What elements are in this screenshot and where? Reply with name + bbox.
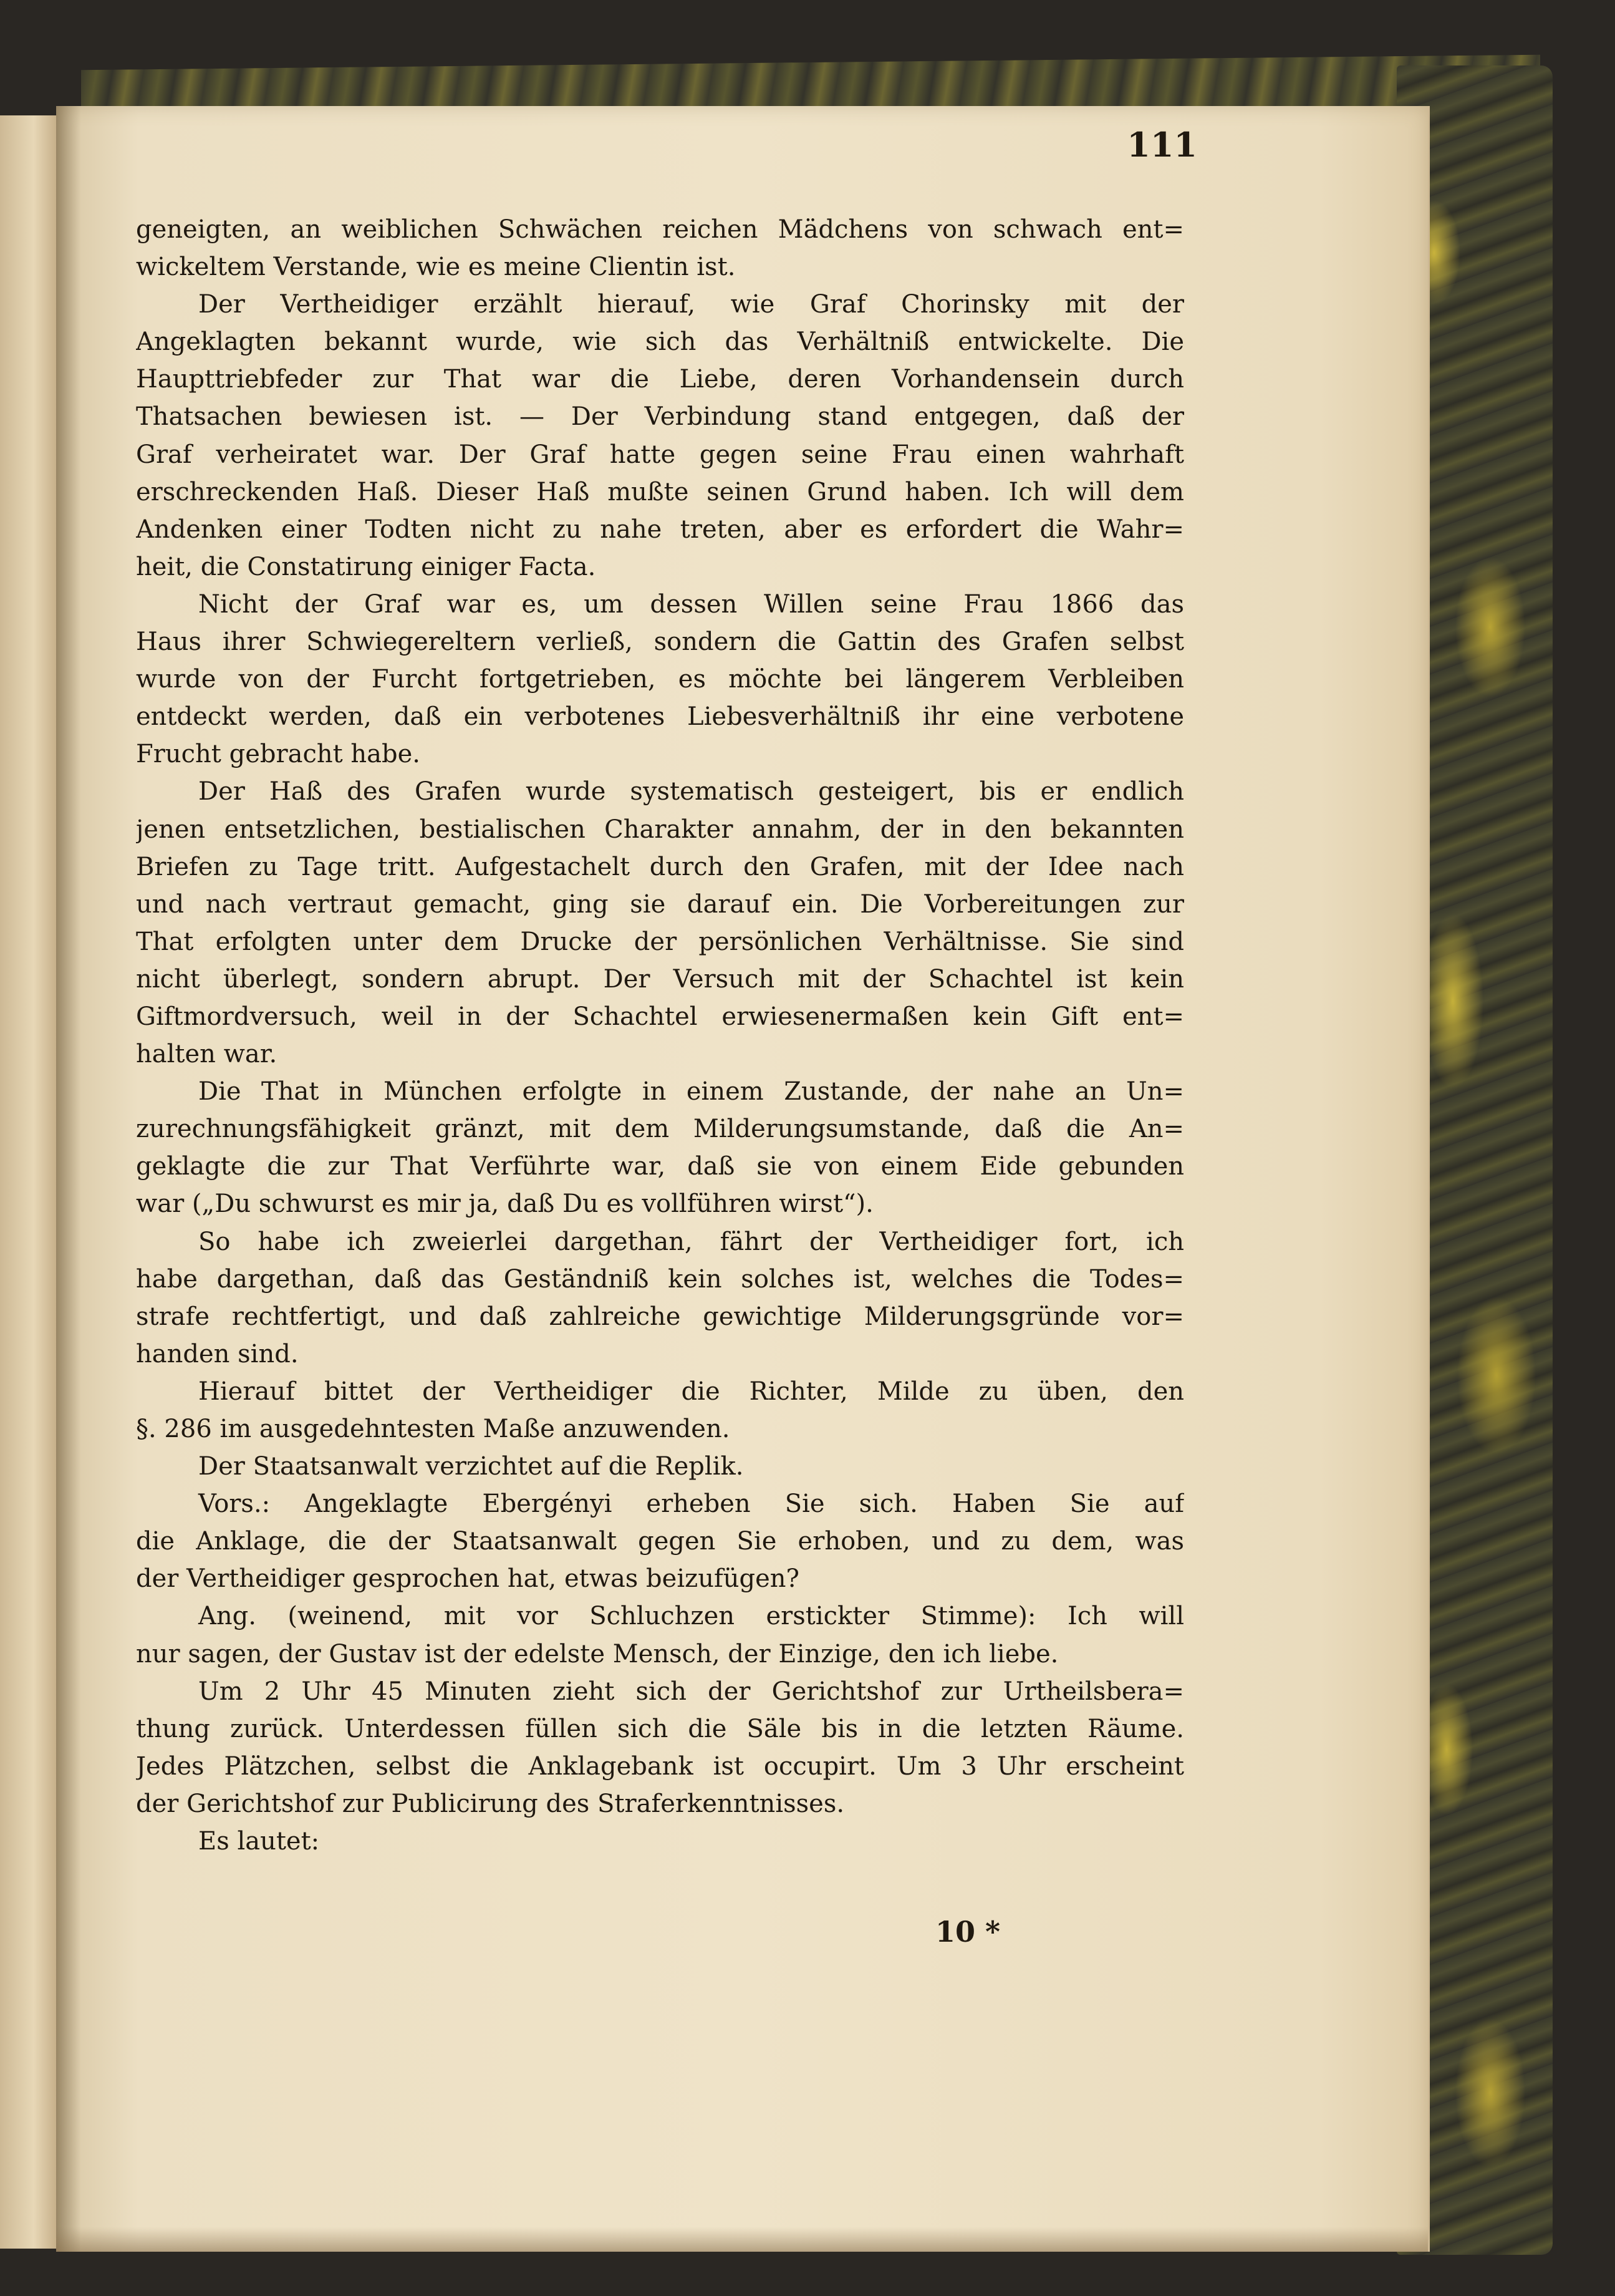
- text-line: Haus ihrer Schwiegereltern verließ, sondern die Gattin des Grafen selbst: [136, 627, 1184, 657]
- text-line: Thatsachen bewiesen ist. — Der Verbindung stand entgegen, daß der: [136, 402, 1184, 432]
- text-line: Der Haß des Grafen wurde systematisch gesteigert, bis er endlich: [198, 777, 1184, 807]
- text-line: Der Staatsanwalt verzichtet auf die Replik.: [198, 1452, 744, 1481]
- text-line: entdeckt werden, daß ein verbotenes Liebesverhältniß ihr eine verbotene: [136, 702, 1184, 732]
- text-line: Der Vertheidiger erzählt hierauf, wie Graf Chorinsky mit der: [198, 290, 1184, 319]
- text-line: der Vertheidiger gesprochen hat, etwas beizufügen?: [136, 1564, 800, 1594]
- text-line: geklagte die zur That Verführte war, daß sie von einem Eide gebunden: [136, 1152, 1184, 1181]
- text-line: Graf verheiratet war. Der Graf hatte gegen seine Frau einen wahrhaft: [136, 440, 1184, 469]
- text-line: habe dargethan, daß das Geständniß kein solches ist, welches die Todes=: [136, 1264, 1184, 1294]
- text-line: die Anklage, die der Staatsanwalt gegen Sie erhoben, und zu dem, was: [136, 1527, 1184, 1556]
- left-page-edge: [0, 115, 56, 2249]
- text-line: war („Du schwurst es mir ja, daß Du es vollführen wirst“).: [136, 1189, 874, 1219]
- text-line: wurde von der Furcht fortgetrieben, es möchte bei längerem Verbleiben: [136, 665, 1184, 694]
- page-bottom-edge: [56, 2227, 1428, 2252]
- text-line: Giftmordversuch, weil in der Schachtel erwiesenermaßen kein Gift ent=: [136, 1002, 1184, 1031]
- page-number: 111: [1127, 125, 1197, 165]
- page-gutter: [56, 106, 81, 2252]
- text-line: erschreckenden Haß. Dieser Haß mußte seinen Grund haben. Ich will dem: [136, 477, 1184, 506]
- text-line: nicht überlegt, sondern abrupt. Der Versuch mit der Schachtel ist kein: [136, 964, 1184, 994]
- text-line: Haupttriebfeder zur That war die Liebe, deren Vorhandensein durch: [136, 365, 1184, 394]
- text-line: Es lautet:: [198, 1827, 320, 1856]
- text-line: handen sind.: [136, 1339, 299, 1368]
- text-line: §. 286 im ausgedehntesten Maße anzuwenden.: [136, 1415, 730, 1443]
- text-line: halten war.: [136, 1040, 277, 1069]
- text-line: Jedes Plätzchen, selbst die Anklagebank ist occupirt. Um 3 Uhr erscheint: [136, 1751, 1184, 1781]
- text-line: Angeklagten bekannt wurde, wie sich das Verhältniß entwickelte. Die: [136, 327, 1184, 357]
- text-line: nur sagen, der Gustav ist der edelste Mensch, der Einzige, den ich liebe.: [136, 1639, 1059, 1669]
- text-line: Frucht gebracht habe.: [136, 740, 420, 769]
- text-line: zurechnungsfähigkeit gränzt, mit dem Milderungsumstande, daß die An=: [136, 1115, 1184, 1144]
- body-text: [136, 211, 1184, 1882]
- text-line: Hierauf bittet der Vertheidiger die Richter, Milde zu üben, den: [198, 1377, 1184, 1406]
- text-line: So habe ich zweierlei dargethan, fährt der Vertheidiger fort, ich: [198, 1227, 1184, 1256]
- text-line: Ang. (weinend, mit vor Schluchzen erstickter Stimme): Ich will: [198, 1602, 1184, 1631]
- text-line: Vors.: Angeklagte Ebergényi erheben Sie sich. Haben Sie auf: [198, 1489, 1184, 1519]
- text-line: wickeltem Verstande, wie es meine Clientin ist.: [136, 253, 736, 282]
- text-line: Nicht der Graf war es, um dessen Willen seine Frau 1866 das: [198, 589, 1184, 619]
- text-line: heit, die Constatirung einiger Facta.: [136, 552, 596, 581]
- text-line: der Gerichtshof zur Publicirung des Straferkenntnisses.: [136, 1789, 845, 1818]
- text-line: thung zurück. Unterdessen füllen sich die Säle bis in die letzten Räume.: [136, 1714, 1184, 1743]
- text-line: Um 2 Uhr 45 Minuten zieht sich der Gerichtshof zur Urtheilsbera=: [198, 1677, 1184, 1706]
- text-line: That erfolgten unter dem Drucke der persönlichen Verhältnisse. Sie sind: [136, 927, 1184, 956]
- text-line: jenen entsetzlichen, bestialischen Charakter annahm, der in den bekannten: [136, 815, 1184, 844]
- text-line: Andenken einer Todten nicht zu nahe treten, aber es erfordert die Wahr=: [136, 515, 1184, 544]
- text-line: Briefen zu Tage tritt. Aufgestachelt durch den Grafen, mit der Idee nach: [136, 852, 1184, 881]
- text-line: strafe rechtfertigt, und daß zahlreiche gewichtige Milderungsgründe vor=: [136, 1302, 1184, 1331]
- text-line: Die That in München erfolgte in einem Zustande, der nahe an Un=: [198, 1077, 1184, 1107]
- signature-mark: 10 *: [935, 1915, 1001, 1949]
- text-line: und nach vertraut gemacht, ging sie darauf ein. Die Vorbereitungen zur: [136, 889, 1184, 919]
- text-line: geneigten, an weiblichen Schwächen reichen Mädchens von schwach ent=: [136, 215, 1184, 244]
